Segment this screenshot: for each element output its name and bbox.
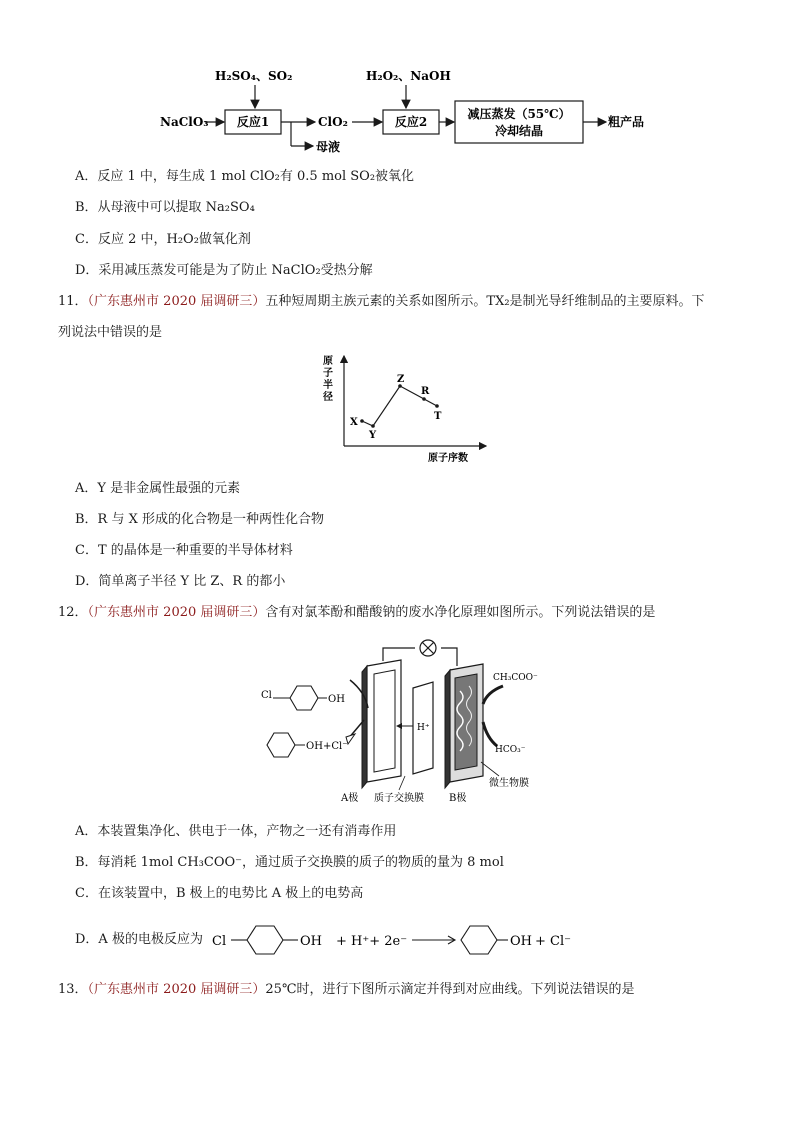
eq-oh-1: OH xyxy=(300,934,322,949)
point-t-label: T xyxy=(434,411,442,422)
evaporation-label-2: 冷却结晶 xyxy=(494,124,544,138)
q11-source: （广东惠州市 2020 届调研三） xyxy=(87,294,266,309)
start-compound: NaClO₃ xyxy=(160,115,209,129)
process-flowchart xyxy=(0,0,794,160)
y-axis-char-4: 径 xyxy=(323,392,333,403)
byproduct-label: 母液 xyxy=(316,140,341,154)
q13-source: （广东惠州市 2020 届调研三） xyxy=(87,982,266,997)
chloride-ion: +Cl⁻ xyxy=(323,741,348,752)
reactant-oh: OH xyxy=(328,694,345,705)
q13-stem-text: 25℃时，进行下图所示滴定并得到对应曲线。下列说法错误的是 xyxy=(265,982,635,997)
benzene-ring-reactant xyxy=(290,686,318,710)
eq-middle: + H⁺+ 2e⁻ xyxy=(336,934,408,949)
q12-source: （广东惠州市 2020 届调研三） xyxy=(87,605,266,620)
q12-option-d xyxy=(75,931,203,949)
reagent-label-1: H₂SO₄、SO₂ xyxy=(215,69,293,83)
eq-benzene-ring-2 xyxy=(461,926,497,954)
membrane-label: 质子交换膜 xyxy=(374,793,424,804)
y-axis-char-1: 原 xyxy=(323,356,333,367)
q12-number: 12． xyxy=(58,605,88,620)
q11-stem: 五种短周期主族元素的关系如图所示。TX₂是制光导纤维制品的主要原料。下 xyxy=(265,294,705,309)
product-label: 粗产品 xyxy=(608,115,645,129)
point-x-label: X xyxy=(350,417,358,428)
benzene-ring-product xyxy=(267,733,295,757)
proton-label: H⁺ xyxy=(417,723,430,733)
electrolysis-cell-diagram xyxy=(255,636,555,808)
reagent-label-2: H₂O₂、NaOH xyxy=(366,69,451,83)
q13-stem xyxy=(58,981,635,999)
atomic-radius-chart xyxy=(300,348,500,468)
q10-option-d: D．采用减压蒸发可能是为了防止 NaClO₂受热分解 xyxy=(75,263,373,278)
biofilm-layer xyxy=(455,674,477,770)
bicarbonate-label: HCO₃⁻ xyxy=(495,745,526,755)
acetate-label: CH₃COO⁻ xyxy=(493,673,538,683)
reactant-cl: Cl xyxy=(261,690,272,701)
q10-option-a: A．反应 1 中，每生成 1 mol ClO₂有 0.5 mol SO₂被氧化 xyxy=(75,169,415,184)
q11-option-d: D．简单离子半径 Y 比 Z、R 的都小 xyxy=(75,574,286,589)
eq-benzene-ring-1 xyxy=(247,926,283,954)
electrode-b xyxy=(445,664,483,788)
q11-option-c: C．T 的晶体是一种重要的半导体材料 xyxy=(75,543,293,558)
q11-option-b: B．R 与 X 形成的化合物是一种两性化合物 xyxy=(75,512,324,527)
q12-stem-text: 含有对氯苯酚和醋酸钠的废水净化原理如图所示。下列说法错误的是 xyxy=(265,605,656,620)
x-axis-label: 原子序数 xyxy=(428,453,468,464)
evaporation-label-1: 减压蒸发（55℃） xyxy=(467,107,571,121)
reaction-1-label: 反应1 xyxy=(236,115,270,129)
q10-option-b: B．从母液中可以提取 Na₂SO₄ xyxy=(75,200,255,215)
q12-stem xyxy=(58,604,655,622)
eq-tail: + Cl⁻ xyxy=(535,934,571,949)
q11-stem-line-2: 列说法中错误的是 xyxy=(58,325,163,340)
biofilm-label: 微生物膜 xyxy=(489,778,529,789)
y-axis-char-2: 子 xyxy=(323,368,333,379)
q12-option-d-prefix: D．A 极的电极反应为 xyxy=(75,932,203,947)
q11-stem-line-1 xyxy=(58,293,705,311)
eq-cl: Cl xyxy=(212,934,227,949)
q13-number: 13． xyxy=(58,982,88,997)
electrode-a xyxy=(362,660,401,788)
reaction-2-label: 反应2 xyxy=(394,115,428,129)
intermediate-compound: ClO₂ xyxy=(318,115,348,129)
y-axis-char-3: 半 xyxy=(323,380,333,391)
electrode-b-label: B极 xyxy=(449,793,467,804)
q10-option-c: C．反应 2 中，H₂O₂做氧化剂 xyxy=(75,232,251,247)
point-y-label: Y xyxy=(369,430,377,441)
eq-oh-2: OH xyxy=(510,934,532,949)
q11-option-a: A．Y 是非金属性最强的元素 xyxy=(75,481,241,496)
product-oh: OH xyxy=(306,741,323,752)
q12-option-b: B．每消耗 1mol CH₃COO⁻，通过质子交换膜的质子的物质的量为 8 mol xyxy=(75,855,504,870)
q11-number: 11． xyxy=(58,294,88,309)
q12-option-a: A．本装置集净化、供电于一体，产物之一还有消毒作用 xyxy=(75,824,397,839)
q12-option-d-equation xyxy=(212,918,592,962)
point-r-label: R xyxy=(421,386,430,397)
electrode-a-label: A极 xyxy=(341,793,359,804)
point-z-label: Z xyxy=(397,374,405,385)
q12-option-c: C．在该装置中，B 极上的电势比 A 极上的电势高 xyxy=(75,886,364,901)
